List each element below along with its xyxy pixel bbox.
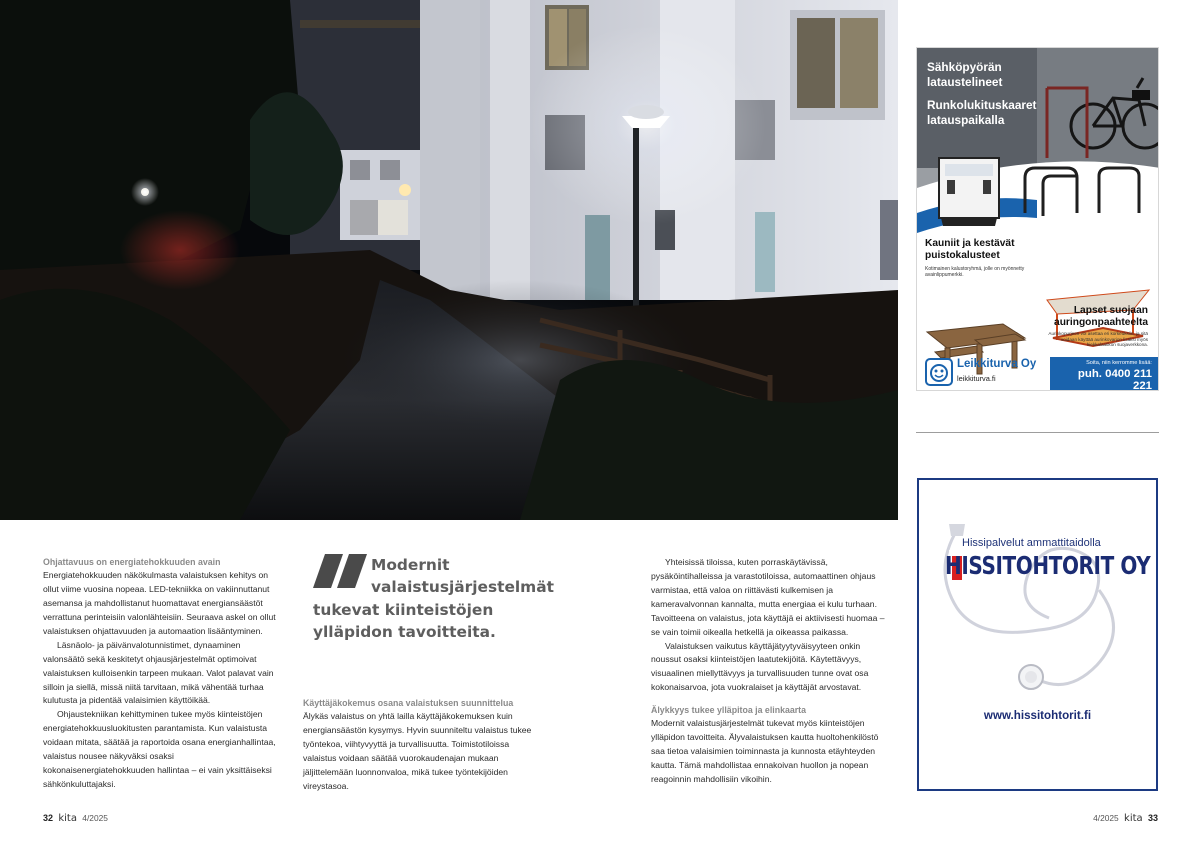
ad-phone-box[interactable] bbox=[1050, 357, 1158, 390]
night-courtyard-photo bbox=[0, 0, 898, 520]
right-text-column bbox=[651, 556, 889, 787]
page-number: 33 bbox=[1147, 813, 1158, 823]
body-paragraph: Energiatehokkuuden näkökulmasta valaistuksen kehitys on ollut viime vuosina nopeaa. LED-tekniikka on vakiinnuttanut asemansa ja mahdollistanut huomattavat energiansäästöt verrattuna perinteisiin valonlähteisiin. Seuraava askel on ollut valaistuksen ohjattavuuden ja automaation lisääntyminen. bbox=[43, 570, 276, 636]
ad-url-link[interactable]: www.hissitohtorit.fi bbox=[983, 709, 1092, 722]
footer-left bbox=[43, 813, 108, 824]
product-description: Kotimainen kalustoryhmä, jolle on myönnetty avainlippumerkki. bbox=[925, 266, 1025, 279]
magazine-name: kita bbox=[1124, 813, 1143, 824]
ad-tagline: Hissipalvelut ammattitaidolla bbox=[962, 537, 1101, 549]
issue-number: 4/2025 bbox=[82, 813, 108, 823]
leikkiturva-brand[interactable] bbox=[923, 356, 1048, 388]
body-paragraph: Valaistuksen vaikutus käyttäjätyytyväisyyteen onkin noussut osaksi kiinteistöjen laatutekijöitä. Käytettävyys, visuaalinen miellyttävyys ja turvallisuuden tunne ovat osa kokonaisarvoa, jota vuokralaiset ja käyttäjät arvostavat. bbox=[651, 640, 869, 693]
section-heading: Ohjattavuus on energiatehokkuuden avain bbox=[43, 557, 221, 567]
section-heading: Älykkyys tukee ylläpitoa ja elinkaarta bbox=[651, 705, 807, 716]
leikkiturva-ad[interactable] bbox=[916, 47, 1159, 391]
product-title: Lapset suojaan auringonpaahteelta bbox=[1054, 305, 1148, 328]
quote-line: tukevat kiinteistöjen bbox=[313, 600, 494, 619]
phone-number[interactable]: puh. 0400 211 221 bbox=[1077, 368, 1152, 391]
body-paragraph: Älykäs valaistus on yhtä lailla käyttäjäkokemuksen kuin energiansäästön kysymys. Hyvin suunniteltu valaistus tukee työntekoa, viihtyvyyttä ja turvallisuutta. Toimistotiloissa valaistus voidaan säätää vuorokaudenajan mukaan jäljittelemään luonnonvaloa, mikä tukee työntekijöiden vireystasoa. bbox=[303, 711, 532, 791]
product-description: Aurinkopurjeen voi asettaa eri korkeuksiin, ja sitä voidaan käyttää aurinkovarjon lisäksi myös hiekkalaatikon suojaverkkona. bbox=[1048, 331, 1148, 348]
ad-headline: Runkolukituskaaret latauspaikalla bbox=[927, 98, 1037, 127]
product-title: Kauniit ja kestävät puistokalusteet bbox=[925, 238, 1015, 261]
hissitohtorit-ad[interactable] bbox=[917, 478, 1158, 791]
body-paragraph: Modernit valaistusjärjestelmät tukevat myös kiinteistöjen ylläpidon tavoitteita. Älyvalaistuksen kautta huoltohenkilöstö saa tietoa valaisimien toiminnasta ja kunnosta etäyhteyden kautta. Tämä mahdollistaa ennakoivan huollon ja nopean reagoinnin mahdollisiin vikoihin. bbox=[651, 718, 879, 785]
middle-text-column bbox=[303, 697, 540, 794]
pull-quote bbox=[313, 554, 553, 643]
stethoscope-icon bbox=[919, 480, 1156, 789]
magazine-name: kita bbox=[58, 813, 77, 824]
quote-line: valaistusjärjestelmät bbox=[371, 578, 554, 597]
issue-number: 4/2025 bbox=[1093, 813, 1119, 823]
quote-line: Modernit bbox=[371, 556, 450, 574]
ad-headline: Sähköpyörän lataustelineet bbox=[927, 60, 1003, 89]
body-paragraph: Yhteisissä tiloissa, kuten porraskäytävissä, pysäköintihalleissa ja varastotiloissa, automaattinen ohjaus varmistaa, että valoa on riittävästi kulkemisen ja kameravalvonnan kannalta, mutta energiaa ei kulu turhaan. Tavoitteena on valaistus, jota käyttäjä ei aktiivisesti huomaa – se vain toimii oikealla hetkellä ja oikeassa paikassa. bbox=[651, 557, 885, 637]
ad-divider bbox=[916, 432, 1159, 433]
ad-company-name: HISSITOHTORIT OY bbox=[945, 551, 1151, 580]
body-paragraph: Ohjaustekniikan kehittyminen tukee myös kiinteistöjen energiatehokkuusluokitusten parantamista. Kun valaistusta voidaan mitata, säätää ja raportoida osana energianhallintaa, valaistus nousee näkyväksi osaksi kokonaisenergiatehokkuuden hallintaa – ei vain yksittäiseksi sähkönkuluttajaksi. bbox=[43, 709, 276, 790]
left-text-column bbox=[43, 556, 280, 792]
page-number: 32 bbox=[43, 813, 54, 823]
quote-marks-icon bbox=[313, 554, 369, 588]
body-paragraph: Läsnäolo- ja päivänvalotunnistimet, dynaaminen valonsäätö sekä keskitetyt ohjausjärjestelmät optimoivat valaistuksen kulloisenkin tarpeen mukaan. Valot palavat vain silloin ja siellä, missä niitä tarvitaan, mikä vähentää turhaa kulutusta ja pidentää valaisimien käyttöikää. bbox=[43, 639, 274, 706]
footer-right bbox=[1093, 813, 1158, 824]
cta-text: Soita, niin kerromme lisää: bbox=[1086, 360, 1152, 366]
ad-url-link[interactable]: leikkiturva.fi bbox=[957, 374, 996, 383]
leikkiturva-logo-icon bbox=[925, 358, 953, 386]
quote-line: ylläpidon tavoitteita. bbox=[313, 622, 496, 641]
section-heading: Käyttäjäkokemus osana valaistuksen suunnittelua bbox=[303, 698, 514, 708]
ad-company-name: Leikkiturva Oy bbox=[957, 358, 1037, 370]
